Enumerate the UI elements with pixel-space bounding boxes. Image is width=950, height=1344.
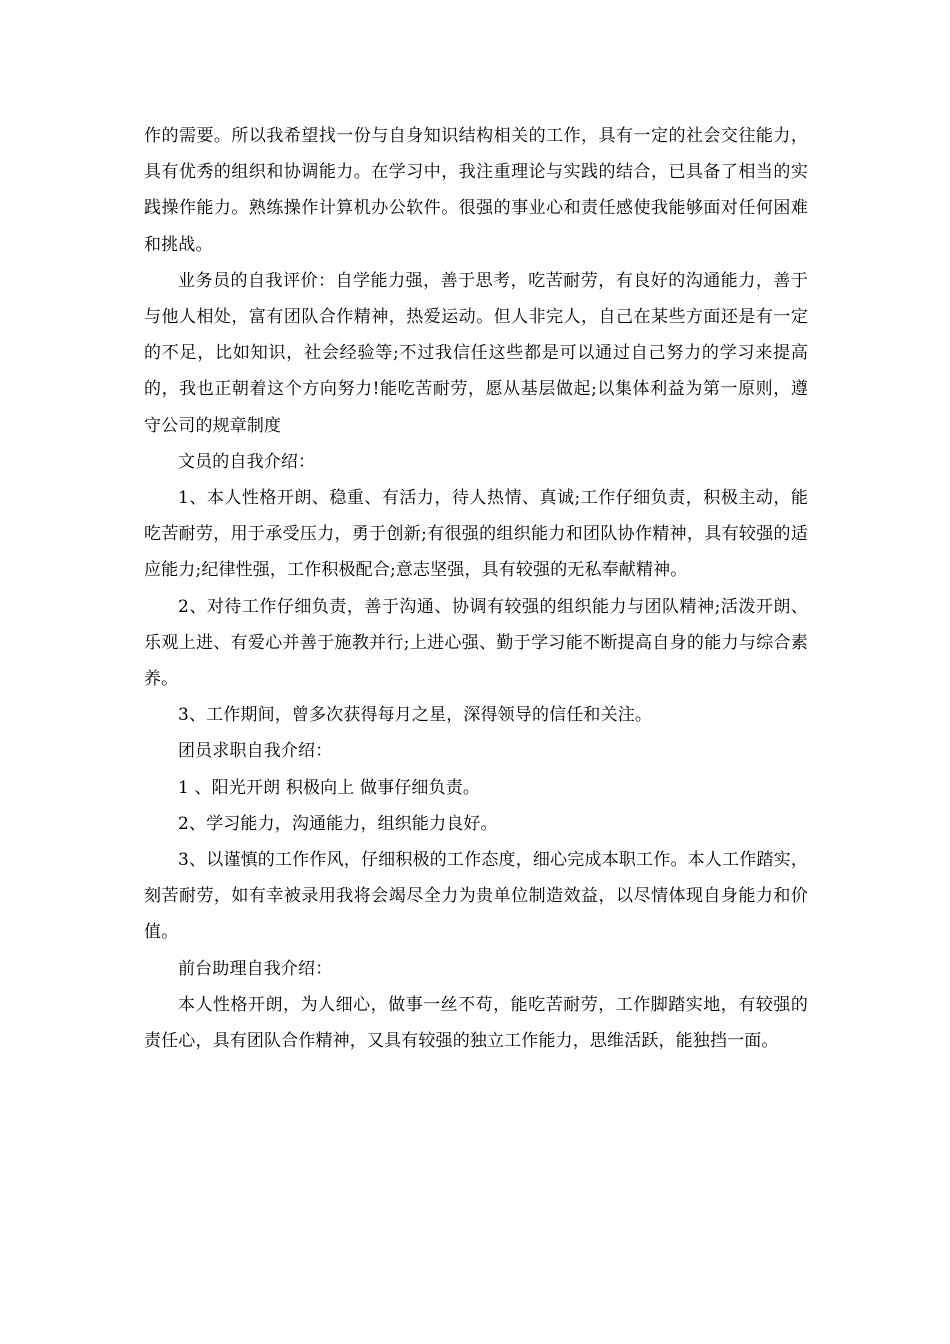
heading-clerk-intro: 文员的自我介绍： — [178, 451, 316, 472]
paragraph-salesperson-evaluation: 业务员的自我评价：自学能力强，善于思考，吃苦耐劳，有良好的沟通能力，善于与他人相处，富有团队合作精神，热爱运动。但人非完人，自己在某些方面还是有一定的不足，比如知识，社会经验等;不过我信任这些都是可以通过自己努力的学习来提高的，我也正朝着这个方向努力!能吃苦耐劳，愿从基层做起;以集体利益为第一原则，遵守公司的规章制度 — [144, 270, 808, 436]
document-body — [144, 118, 808, 1059]
heading-league-member-intro: 团员求职自我介绍： — [178, 741, 333, 762]
paragraph-clerk-item-2: 2、对待工作仔细负责，善于沟通、协调有较强的组织能力与团队精神;活泼开朗、乐观上进、有爱心并善于施教并行;上进心强、勤于学习能不断提高自身的能力与综合素养。 — [144, 596, 808, 690]
paragraph-clerk-item-3: 3、工作期间，曾多次获得每月之星，深得领导的信任和关注。 — [178, 705, 653, 726]
paragraph-clerk-item-1: 1、本人性格开朗、稳重、有活力，待人热情、真诚;工作仔细负责，积极主动，能吃苦耐劳，用于承受压力，勇于创新;有很强的组织能力和团队协作精神，具有较强的适应能力;纪律性强，工作积极配合;意志坚强，具有较强的无私奉献精神。 — [144, 488, 808, 581]
paragraph-league-item-3: 3、以谨慎的工作作风，仔细积极的工作态度，细心完成本职工作。本人工作踏实，刻苦耐劳，如有幸被录用我将会竭尽全力为贵单位制造效益，以尽情体现自身能力和价值。 — [144, 850, 808, 943]
paragraph-league-item-1: 1 、阳光开朗 积极向上 做事仔细负责。 — [178, 777, 481, 798]
heading-receptionist-intro: 前台助理自我介绍： — [178, 958, 333, 979]
paragraph-league-item-2: 2、学习能力，沟通能力，组织能力良好。 — [178, 813, 498, 834]
paragraph-receptionist-body: 本人性格开朗，为人细心，做事一丝不苟，能吃苦耐劳，工作脚踏实地，有较强的责任心，具有团队合作精神，又具有较强的独立工作能力，思维活跃，能独挡一面。 — [144, 994, 808, 1052]
paragraph-continuation: 作的需要。所以我希望找一份与自身知识结构相关的工作，具有一定的社会交往能力，具有优秀的组织和协调能力。在学习中，我注重理论与实践的结合，已具备了相当的实践操作能力。熟练操作计算机办公软件。很强的事业心和责任感使我能够面对任何困难和挑战。 — [144, 126, 808, 255]
